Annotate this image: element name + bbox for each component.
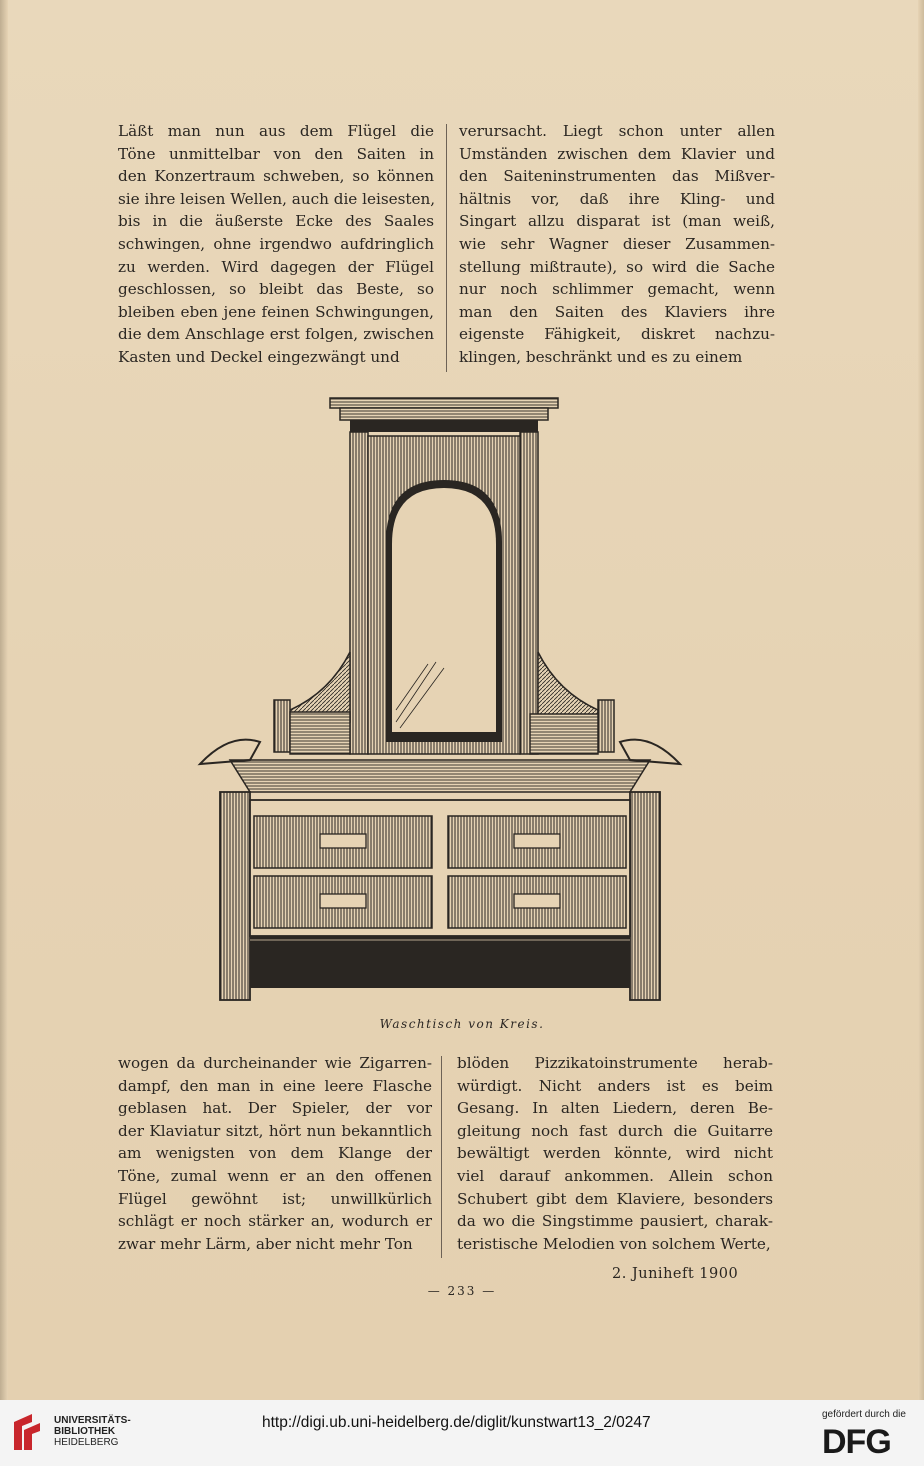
text-line: den Saiteninstrumenten das Mißver- <box>459 167 775 186</box>
text-line: geschlossen, so bleibt das Beste, so <box>118 280 434 299</box>
text-line: Umständen zwischen dem Klavier und <box>459 144 775 163</box>
text-line: klingen, beschränkt und es zu einem <box>459 347 743 366</box>
text-line: wie sehr Wagner dieser Zusammen- <box>459 234 775 253</box>
text-line: bis in die äußerste Ecke des Saales <box>118 212 434 231</box>
dfg-logo-text: DFG <box>822 1423 891 1458</box>
library-name-line2: BIBLIOTHEK <box>54 1426 116 1437</box>
text-line: viel darauf ankommen. Allein schon <box>457 1166 773 1185</box>
text-line: gleitung noch fast durch die Guitarre <box>457 1121 773 1140</box>
text-line: zwar mehr Lärm, aber nicht mehr Ton <box>118 1234 413 1253</box>
text-line: zu werden. Wird dagegen der Flügel <box>118 257 434 276</box>
text-line: verursacht. Liegt schon unter allen <box>459 122 775 140</box>
page-edge-right <box>918 0 924 1400</box>
issue-note: 2. Juniheft 1900 <box>612 1266 739 1282</box>
text-column-top-left <box>118 120 434 369</box>
text-line: am wenigsten von dem Klange der <box>118 1144 432 1163</box>
text-line: Schubert gibt dem Klaviere, besonders <box>457 1189 773 1208</box>
washstand-illustration <box>190 392 690 1007</box>
text-column-bottom-left <box>118 1052 432 1255</box>
dfg-logo[interactable] <box>822 1422 912 1458</box>
text-line: den Konzertraum schweben, so können <box>118 167 434 186</box>
viewer-footer <box>0 1400 924 1466</box>
text-line: der Klaviatur sitzt, hört nun bekanntlich <box>118 1121 432 1140</box>
text-line: eigenste Fähigkeit, diskret nachzu- <box>459 325 775 344</box>
text-line: stellung mißtraute), so wird die Sache <box>459 257 775 276</box>
text-line: bleiben eben jene feinen Schwingungen, <box>118 302 434 321</box>
permalink-url[interactable]: http://digi.ub.uni-heidelberg.de/diglit/kunstwart13_2/0247 <box>262 1414 651 1431</box>
text-line: sie ihre leisen Wellen, auch die leisesten, <box>118 189 436 208</box>
text-line: Läßt man nun aus dem Flügel die <box>118 122 434 140</box>
library-name-line1: UNIVERSITÄTS- <box>54 1415 131 1426</box>
text-line: wogen da durcheinander wie Zigarren- <box>118 1054 432 1072</box>
library-logo-icon <box>10 1410 46 1454</box>
text-line: schwingen, ohne irgendwo aufdringlich <box>118 234 434 253</box>
library-logo[interactable] <box>10 1408 131 1456</box>
text-line: die dem Anschlage erst folgen, zwischen <box>118 325 434 344</box>
text-line: hältnis vor, daß ihre Kling- und <box>459 189 775 208</box>
text-line: Töne, zumal wenn er an den offenen <box>118 1166 432 1185</box>
funded-by-label: gefördert durch die <box>822 1409 906 1420</box>
text-line: Gesang. In alten Liedern, deren Be- <box>457 1099 773 1118</box>
text-line: blöden Pizzikatoinstrumente herab- <box>457 1054 773 1072</box>
text-line: teristische Melodien von solchem Werte, <box>457 1234 771 1253</box>
text-line: bewältigt werden könnte, wird nicht <box>457 1144 773 1163</box>
column-rule-top <box>446 124 447 372</box>
text-column-bottom-right <box>457 1052 773 1255</box>
text-line: dampf, den man in eine leere Flasche <box>118 1076 432 1095</box>
text-line: würdigt. Nicht anders ist es beim <box>457 1076 773 1095</box>
text-column-top-right <box>459 120 775 369</box>
text-line: Kasten und Deckel eingezwängt und <box>118 347 400 366</box>
text-line: nur noch schlimmer gemacht, wenn <box>459 280 775 299</box>
text-line: Töne unmittelbar von den Saiten in <box>118 144 434 163</box>
column-rule-bottom <box>441 1056 442 1258</box>
text-line: man den Saiten des Klaviers ihre <box>459 302 775 321</box>
text-line: geblasen hat. Der Spieler, der vor <box>118 1099 432 1118</box>
text-line: Flügel gewöhnt ist; unwillkürlich <box>118 1189 432 1208</box>
library-name-line3: HEIDELBERG <box>54 1437 119 1448</box>
text-line: da wo die Singstimme pausiert, charak- <box>457 1212 773 1231</box>
text-line: schlägt er noch stärker an, wodurch er <box>118 1212 432 1231</box>
text-line: Singart allzu disparat ist (man weiß, <box>459 212 775 231</box>
page-number: — 233 — <box>427 1284 497 1298</box>
illustration-caption: Waschtisch von Kreis. <box>379 1017 545 1031</box>
page-edge-left <box>0 0 8 1400</box>
